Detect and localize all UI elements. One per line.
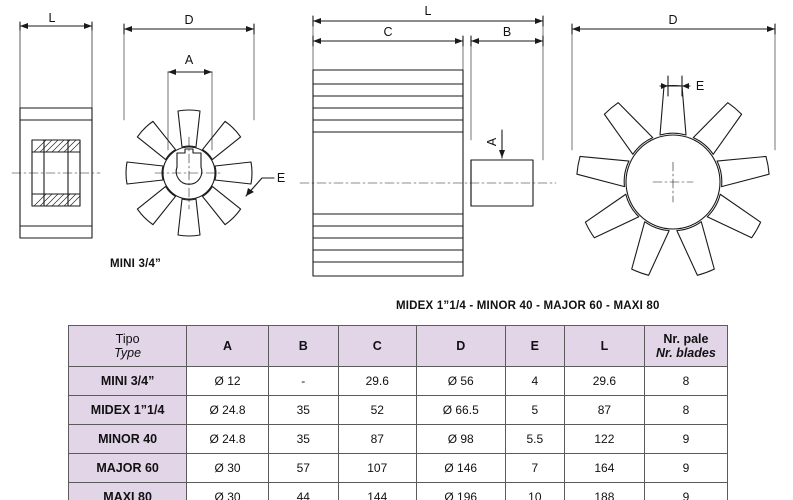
row-e: 7 — [505, 454, 564, 483]
caption-mini: MINI 3/4” — [110, 258, 162, 270]
header-blades-en: Nr. blades — [656, 346, 716, 360]
label-front-D: D — [184, 13, 194, 27]
row-blades: 9 — [644, 483, 727, 500]
table-header-row — [69, 326, 728, 367]
label-left-L: L — [48, 11, 56, 25]
label-front-E: E — [276, 171, 286, 185]
row-l: 164 — [564, 454, 644, 483]
row-blades: 8 — [644, 367, 727, 396]
view-left-section — [12, 22, 100, 238]
header-blades-it: Nr. pale — [663, 331, 709, 346]
row-name: MINI 3/4” — [69, 367, 187, 396]
row-l: 29.6 — [564, 367, 644, 396]
row-l: 87 — [564, 396, 644, 425]
label-side-A: A — [485, 137, 499, 147]
header-l: L — [564, 326, 644, 367]
header-a: A — [187, 326, 269, 367]
row-l: 188 — [564, 483, 644, 500]
row-blades: 9 — [644, 425, 727, 454]
row-c: 52 — [338, 396, 416, 425]
table-row — [69, 483, 728, 500]
row-e: 10 — [505, 483, 564, 500]
row-name: MINOR 40 — [69, 425, 187, 454]
row-c: 29.6 — [338, 367, 416, 396]
spec-table — [68, 325, 728, 500]
row-name: MAJOR 60 — [69, 454, 187, 483]
row-a: Ø 12 — [187, 367, 269, 396]
table-row — [69, 367, 728, 396]
label-right-E: E — [695, 79, 705, 93]
view-front-impeller — [124, 24, 274, 236]
row-name: MIDEX 1”1/4 — [69, 396, 187, 425]
row-e: 5.5 — [505, 425, 564, 454]
row-b: 44 — [268, 483, 338, 500]
row-a: Ø 30 — [187, 454, 269, 483]
row-b: 35 — [268, 425, 338, 454]
header-type-en: Type — [114, 346, 142, 360]
row-b: - — [268, 367, 338, 396]
row-d: Ø 196 — [416, 483, 505, 500]
row-c: 144 — [338, 483, 416, 500]
table-row — [69, 425, 728, 454]
row-a: Ø 30 — [187, 483, 269, 500]
label-right-D: D — [668, 13, 678, 27]
spec-table-head — [69, 326, 728, 367]
row-d: Ø 98 — [416, 425, 505, 454]
header-e: E — [505, 326, 564, 367]
header-blades — [644, 326, 727, 367]
label-side-B: B — [502, 25, 512, 39]
label-side-C: C — [383, 25, 393, 39]
row-a: Ø 24.8 — [187, 425, 269, 454]
view-side-body — [300, 16, 556, 276]
header-type-it: Tipo — [115, 331, 140, 346]
table-row — [69, 454, 728, 483]
row-e: 4 — [505, 367, 564, 396]
row-c: 107 — [338, 454, 416, 483]
label-front-A: A — [184, 53, 194, 67]
label-side-L: L — [424, 4, 432, 18]
row-l: 122 — [564, 425, 644, 454]
header-b: B — [268, 326, 338, 367]
row-e: 5 — [505, 396, 564, 425]
row-b: 57 — [268, 454, 338, 483]
row-name: MAXI 80 — [69, 483, 187, 500]
row-d: Ø 66.5 — [416, 396, 505, 425]
row-blades: 8 — [644, 396, 727, 425]
header-type — [69, 326, 187, 367]
caption-midex: MIDEX 1”1/4 - MINOR 40 - MAJOR 60 - MAXI 80 — [396, 300, 660, 312]
row-b: 35 — [268, 396, 338, 425]
header-d: D — [416, 326, 505, 367]
spec-table-wrapper — [68, 325, 728, 500]
spec-table-body — [69, 367, 728, 500]
row-d: Ø 146 — [416, 454, 505, 483]
row-a: Ø 24.8 — [187, 396, 269, 425]
row-d: Ø 56 — [416, 367, 505, 396]
table-row — [69, 396, 728, 425]
row-c: 87 — [338, 425, 416, 454]
header-c: C — [338, 326, 416, 367]
row-blades: 9 — [644, 454, 727, 483]
view-right-impeller — [572, 24, 775, 277]
